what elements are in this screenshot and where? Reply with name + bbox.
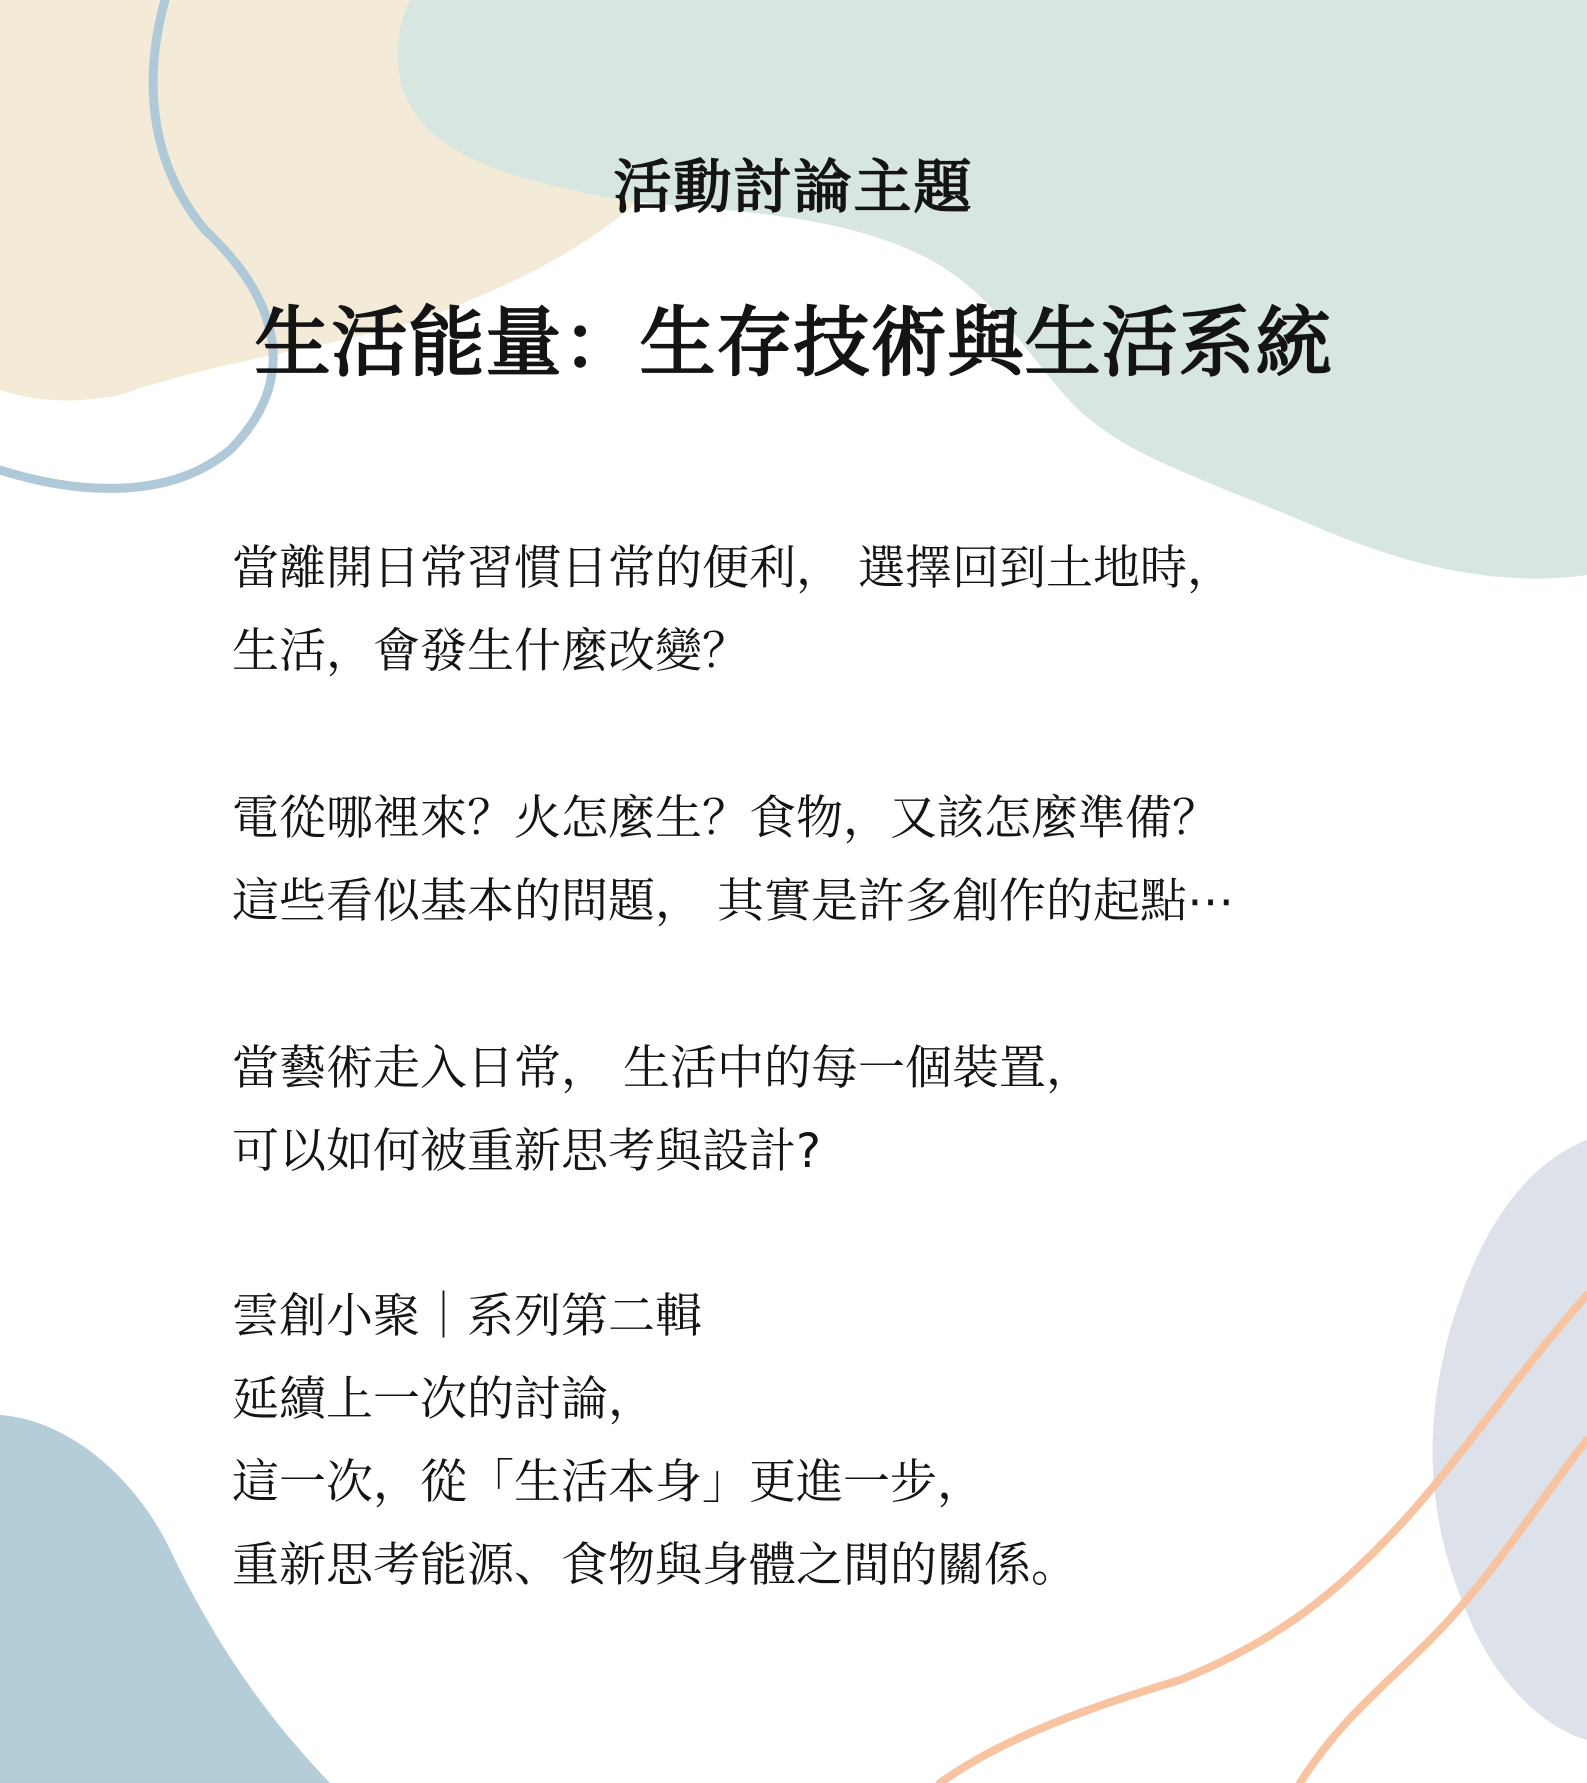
paragraph-4-line-1: 雲創小聚｜系列第二輯 [232,1289,702,1344]
page-title: 生活能量：生存技術與生活系統 [254,298,1333,387]
paragraph-3-line-2: 可以如何被重新思考與設計? [232,1124,821,1179]
paragraph-4-line-3: 這一次，從「生活本身」更進一步， [232,1455,984,1510]
paragraph-4-line-2: 延續上一次的討論， [232,1372,655,1427]
section-kicker: 活動討論主題 [613,153,974,221]
paragraph-4-line-4: 重新思考能源、食物與身體之間的關係。 [232,1538,1078,1593]
paragraph-1-line-2: 生活，會發生什麼改變？ [232,624,749,679]
paragraph-3-line-1: 當藝術走入日常， 生活中的每一個裝置， [232,1041,1093,1096]
paragraph-1-line-1: 當離開日常習慣日常的便利， 選擇回到土地時， [232,541,1234,596]
paragraph-2-line-1: 電從哪裡來？火怎麼生？食物，又該怎麼準備？ [232,791,1219,846]
paragraph-2-line-2: 這些看似基本的問題， 其實是許多創作的起點⋯ [232,874,1234,929]
